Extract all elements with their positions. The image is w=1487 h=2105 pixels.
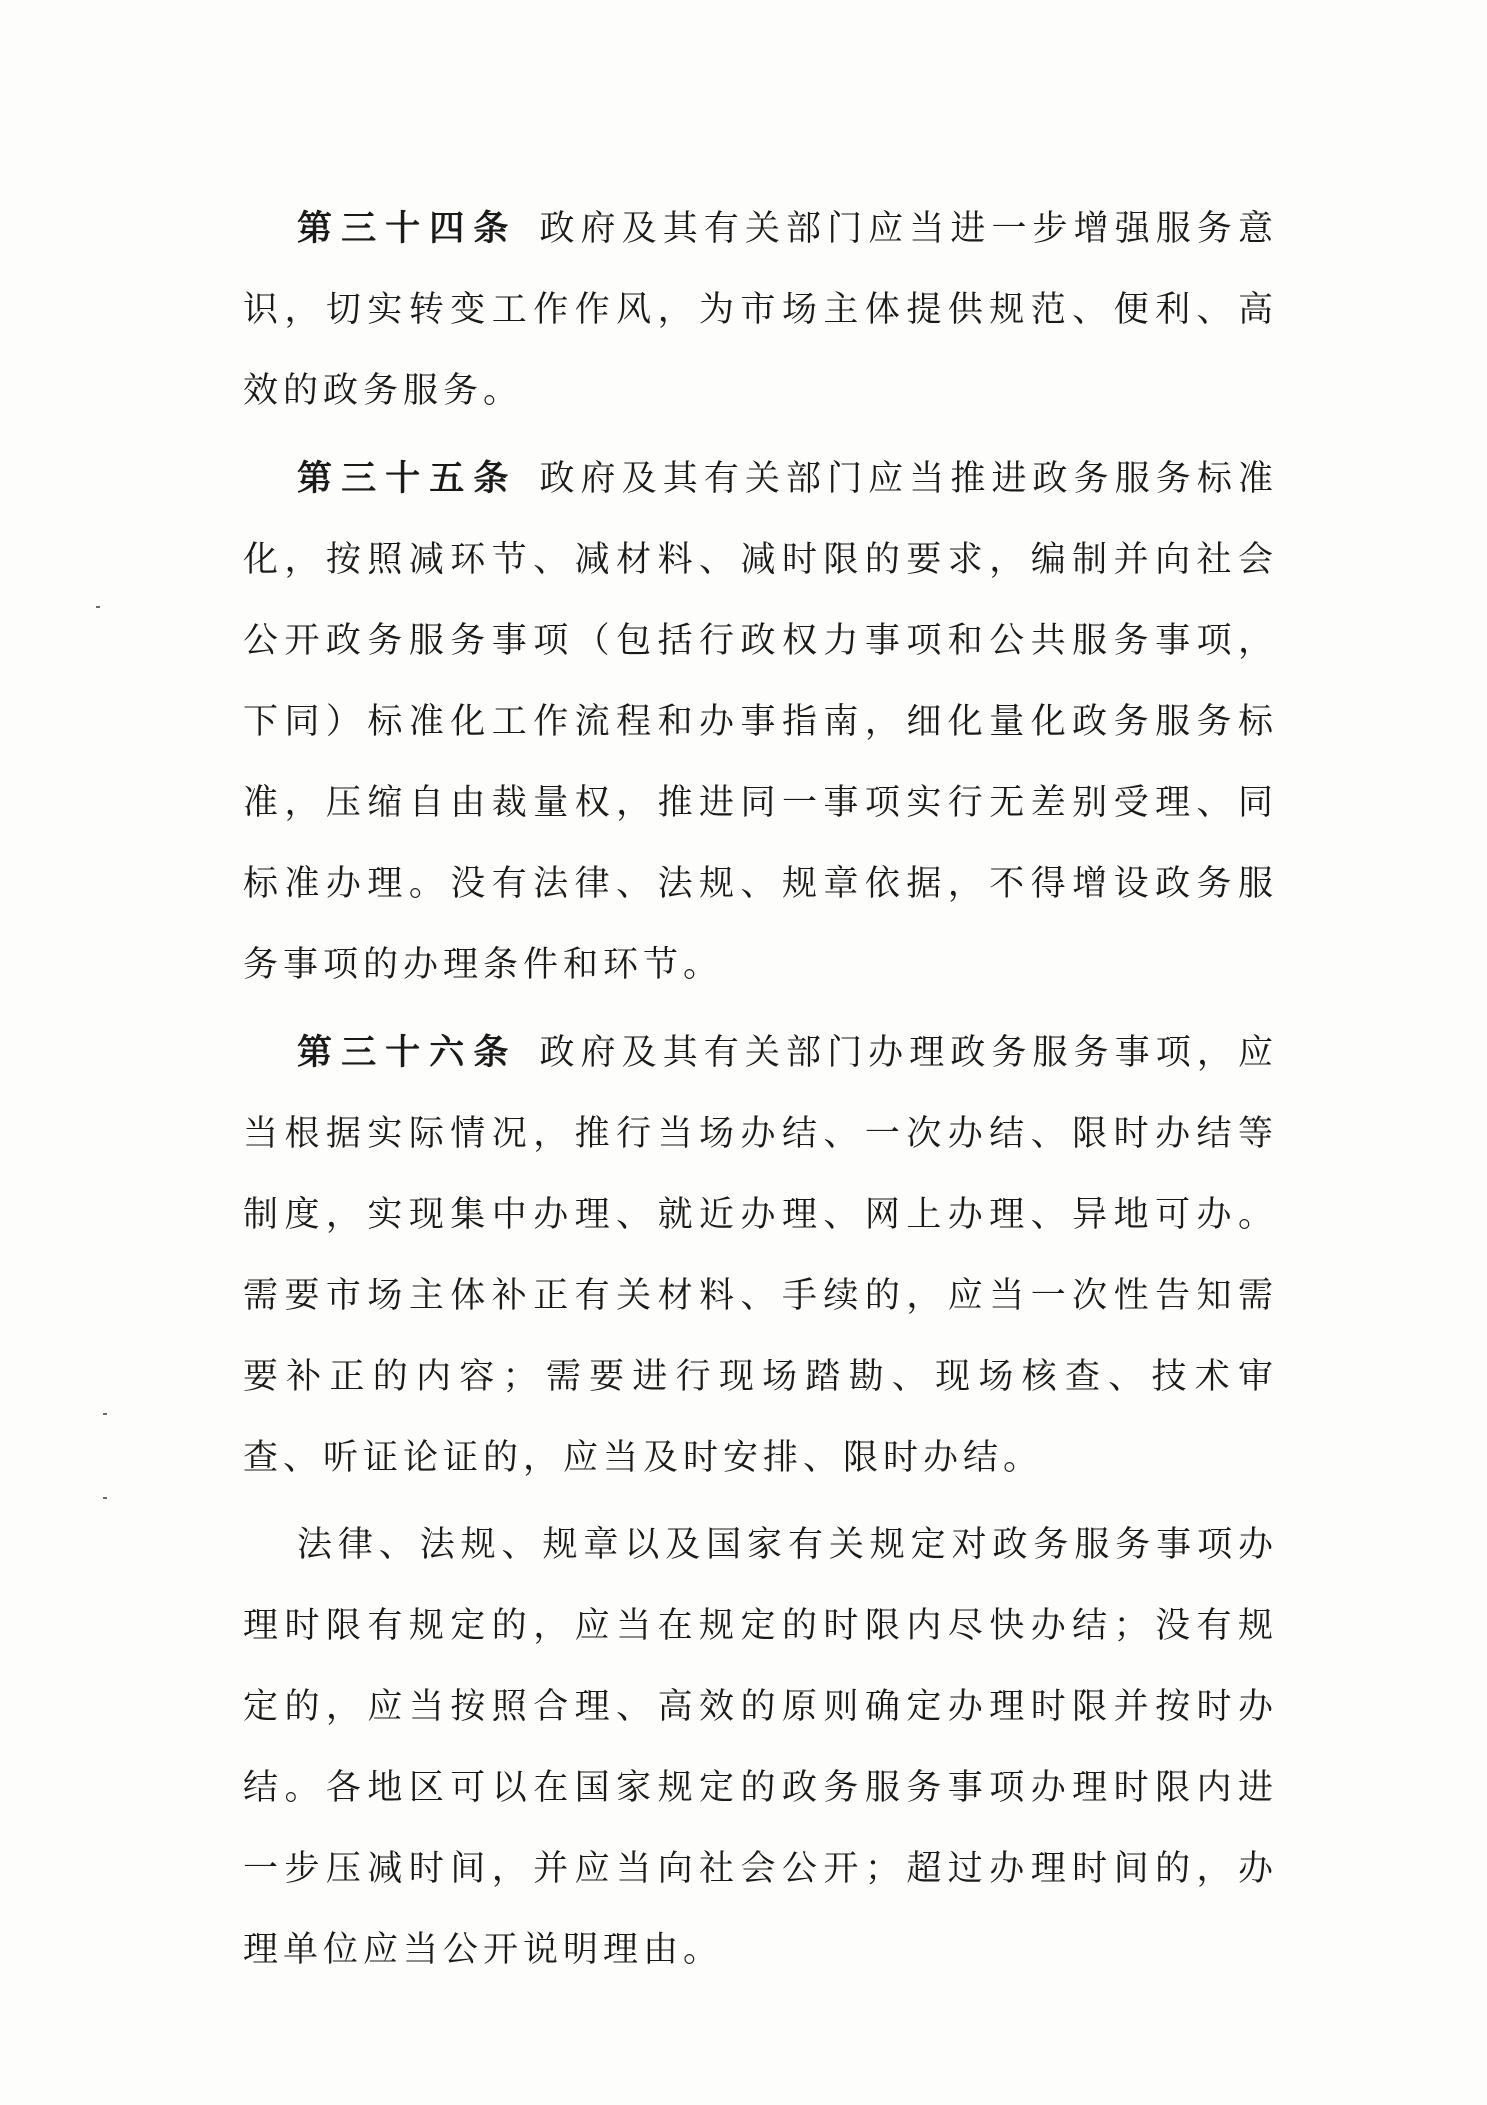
article-36-number: 第三十六条 <box>297 1032 518 1073</box>
scan-mark <box>96 606 100 608</box>
article-35-text: 政府及其有关部门应当推进政务服务标准化，按照减环节、减材料、减时限的要求，编制并向社会公开政务服务事项（包括行政权力事项和公共服务事项，下同）标准化工作流程和办事指南，细化量化政务服务标准，压缩自由裁量权，推进同一事项实行无差别受理、同标准办理。没有法律、法规、规章依据，不得增设政务服务事项的办理条件和环节。 <box>243 459 1278 985</box>
article-34-paragraph <box>243 188 1278 432</box>
article-36-second-paragraph <box>243 1505 1278 1991</box>
article-35-paragraph <box>243 438 1278 1006</box>
scan-mark <box>103 1413 107 1415</box>
article-36-paragraph <box>243 1012 1278 1499</box>
article-36-second-text: 法律、法规、规章以及国家有关规定对政务服务事项办理时限有规定的，应当在规定的时限内尽快办结；没有规定的，应当按照合理、高效的原则确定办理时限并按时办结。各地区可以在国家规定的政务服务事项办理时限内进一步压减时间，并应当向社会公开；超过办理时间的，办理单位应当公开说明理由。 <box>243 1525 1278 1970</box>
article-34-number: 第三十四条 <box>297 208 518 249</box>
article-36-text: 政府及其有关部门办理政务服务事项，应当根据实际情况，推行当场办结、一次办结、限时办结等制度，实现集中办理、就近办理、网上办理、异地可办。需要市场主体补正有关材料、手续的，应当一次性告知需要补正的内容；需要进行现场踏勘、现场核查、技术审查、听证论证的，应当及时安排、限时办结。 <box>243 1033 1278 1478</box>
document-body <box>243 188 1278 1991</box>
article-34-text: 政府及其有关部门应当进一步增强服务意识，切实转变工作作风，为市场主体提供规范、便利、高效的政务服务。 <box>243 209 1278 411</box>
scan-mark <box>103 1497 107 1499</box>
article-35-number: 第三十五条 <box>297 458 518 499</box>
